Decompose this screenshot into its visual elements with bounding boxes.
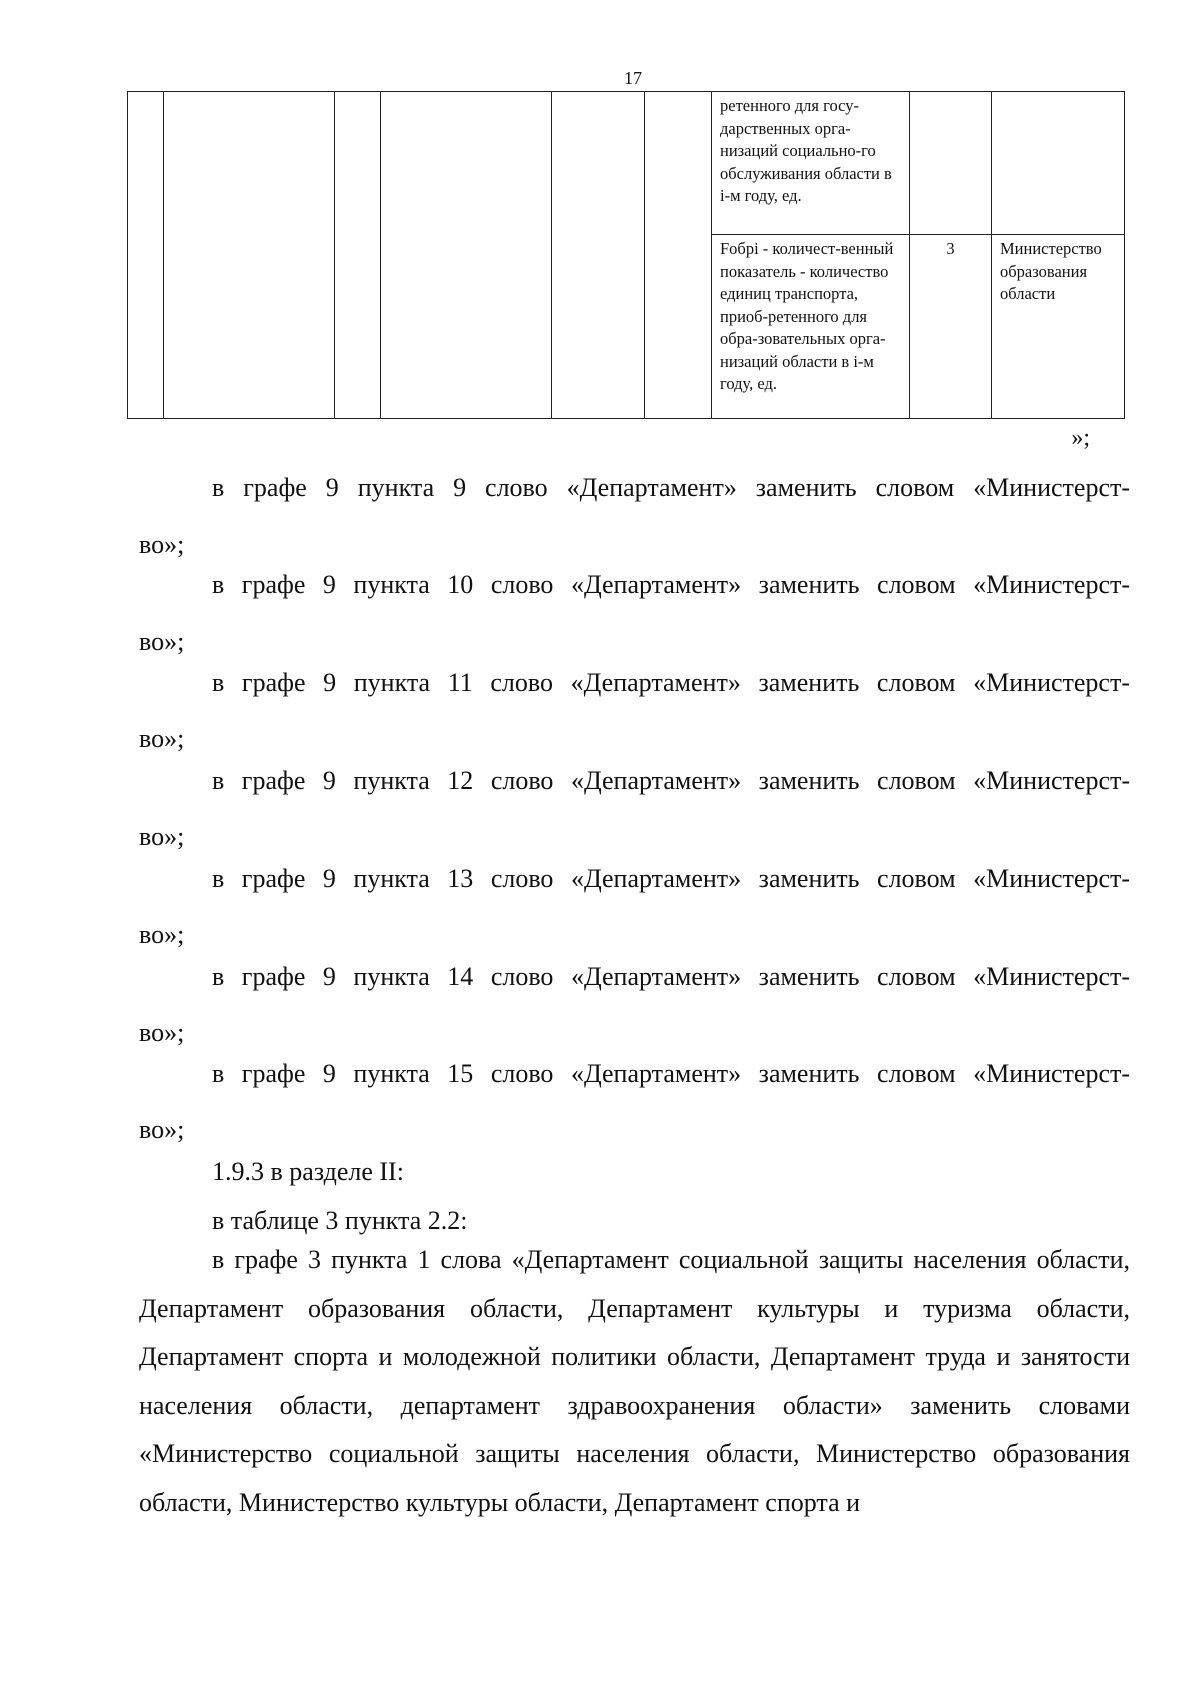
amendment-continuation: во»; [139, 1018, 185, 1047]
amendment-line: в графе 9 пункта 12 слово «Департамент» заменить словом «Министерст- [212, 766, 1130, 795]
table-cell-empty [335, 92, 381, 419]
table-cell-empty [128, 92, 164, 419]
closing-quote: »; [1071, 425, 1090, 451]
subsection-heading: в таблице 3 пункта 2.2: [212, 1206, 468, 1235]
table-cell-empty [164, 92, 335, 419]
amendment-continuation: во»; [139, 627, 185, 656]
table-cell-empty [645, 92, 712, 419]
amendment-paragraph: в графе 3 пункта 1 слова «Департамент социальной защиты населения области, Департамент образования области, Департамент культуры и туризма области, Департамент спорта и молодежной политики области, Департамент труда и занятости населения области, департамент здравоохранения области» заменить словами «Министерство социальной защиты населения области, Министерство образования области, Министерство культуры области, Департамент спорта и [139, 1245, 1130, 1517]
indicator-value-cell [910, 92, 992, 235]
indicator-description-cell: ретенного для госу-дарственных орга-низаций социально-го обслуживания области в i-м году, ед. [712, 92, 910, 235]
amendment-line: в графе 9 пункта 10 слово «Департамент» заменить словом «Министерст- [212, 570, 1130, 599]
indicator-table-fragment [127, 91, 1125, 419]
indicator-description-cell: Fобрi - количест-венный показатель - количество единиц транспорта, приоб-ретенного для обра-зовательных орга-низаций области в i-м году, ед. [712, 235, 910, 419]
amendment-continuation: во»; [139, 1115, 185, 1144]
amendment-continuation: во»; [139, 822, 185, 851]
amendment-continuation: во»; [139, 920, 185, 949]
amendment-line: в графе 9 пункта 15 слово «Департамент» заменить словом «Министерст- [212, 1059, 1130, 1088]
amendment-continuation: во»; [139, 724, 185, 753]
page-number: 17 [624, 68, 642, 88]
table-cell-empty [552, 92, 645, 419]
amendment-line: в графе 9 пункта 11 слово «Департамент» заменить словом «Министерст- [212, 668, 1130, 697]
table-cell-empty [381, 92, 552, 419]
department-cell [992, 92, 1125, 235]
department-cell: Министерство образования области [992, 235, 1125, 419]
amendment-continuation: во»; [139, 530, 185, 559]
indicator-value-cell: 3 [910, 235, 992, 419]
section-heading: 1.9.3 в разделе II: [212, 1157, 404, 1186]
amendment-line: в графе 9 пункта 13 слово «Департамент» заменить словом «Министерст- [212, 864, 1130, 893]
amendment-line: в графе 9 пункта 14 слово «Департамент» заменить словом «Министерст- [212, 962, 1130, 991]
amendment-line: в графе 9 пункта 9 слово «Департамент» заменить словом «Министерст- [212, 473, 1130, 502]
table-row [128, 92, 1125, 235]
